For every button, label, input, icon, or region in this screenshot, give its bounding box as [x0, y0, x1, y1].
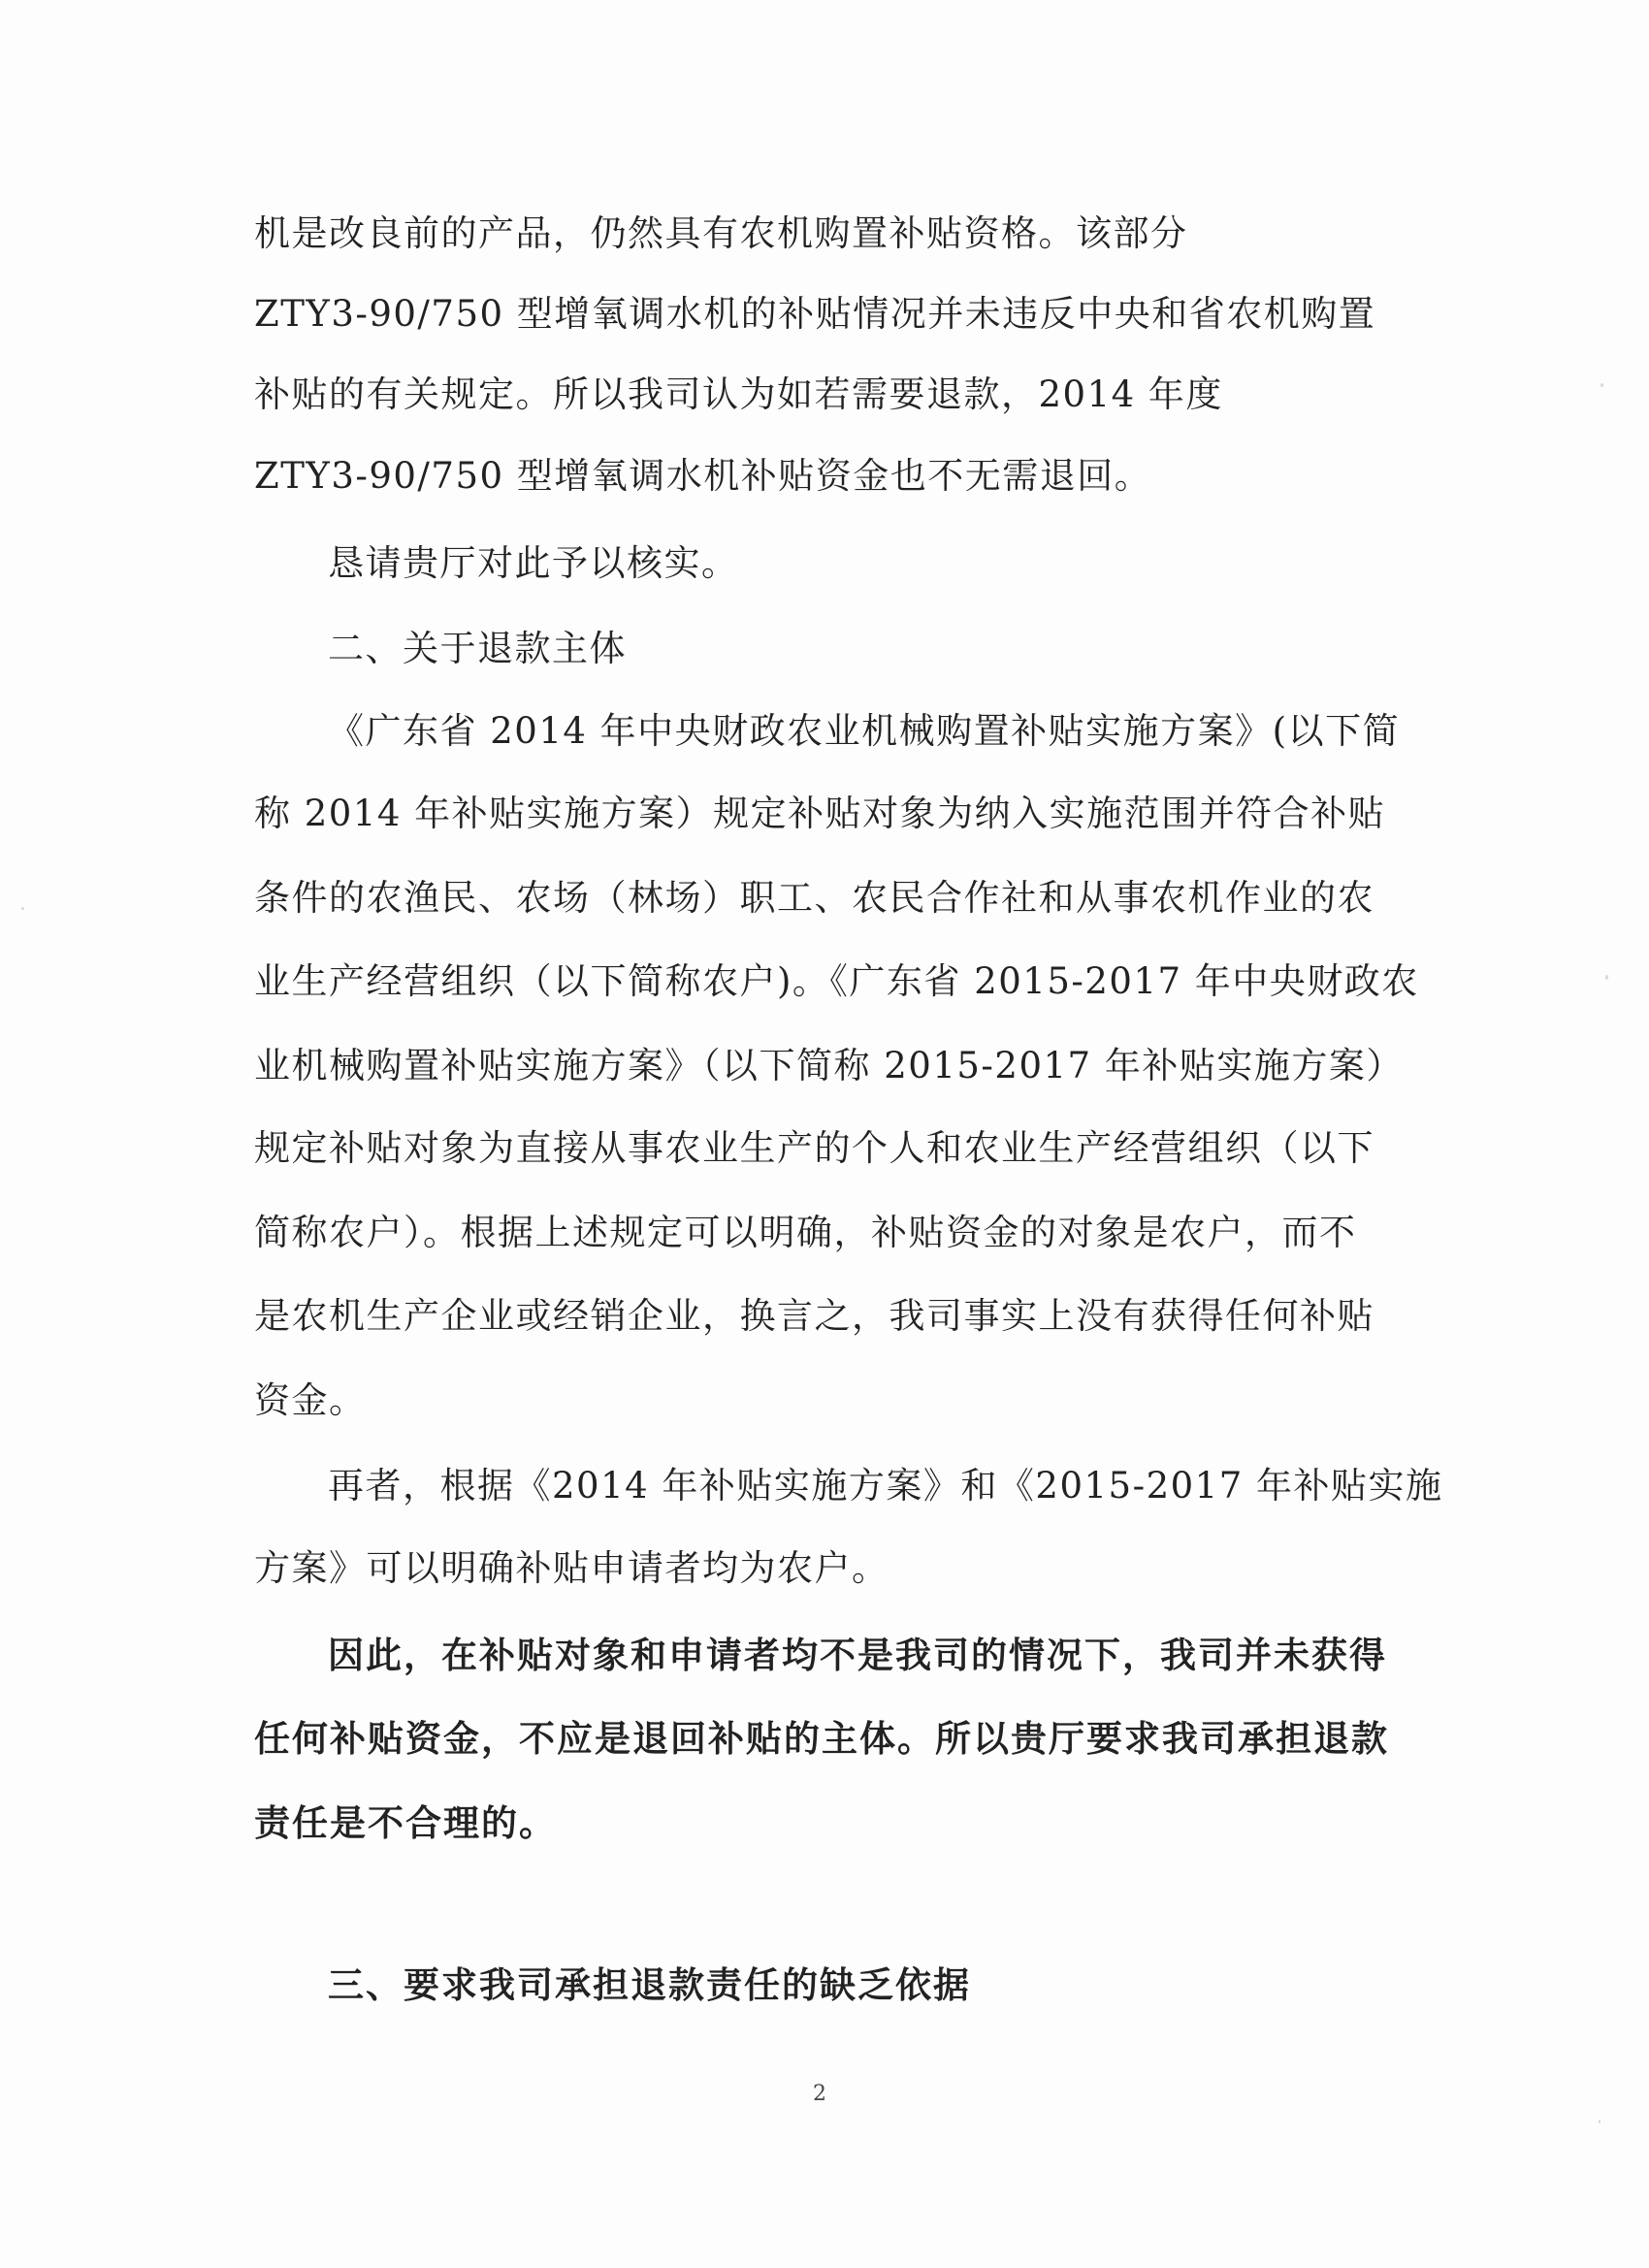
- paragraph-line: 《广东省 2014 年中央财政农业机械购置补贴实施方案》(以下简: [328, 710, 1401, 752]
- conclusion-line: 责任是不合理的。: [254, 1801, 557, 1844]
- section-heading-3: 三、要求我司承担退款责任的缺乏依据: [328, 1963, 971, 2006]
- paragraph-line: 简称农户）。根据上述规定可以明确，补贴资金的对象是农户，而不: [254, 1212, 1357, 1253]
- scan-speck: [1605, 975, 1608, 980]
- conclusion-line: 因此，在补贴对象和申请者均不是我司的情况下，我司并未获得: [328, 1634, 1387, 1676]
- paragraph-line: 资金。: [254, 1379, 367, 1421]
- paragraph-line: 补贴的有关规定。所以我司认为如若需要退款，2014 年度: [254, 373, 1223, 415]
- conclusion-line: 任何补贴资金，不应是退回补贴的主体。所以贵厅要求我司承担退款: [254, 1717, 1389, 1760]
- paragraph-line: 再者，根据《2014 年补贴实施方案》和《2015-2017 年补贴实施: [328, 1465, 1443, 1507]
- paragraph-line: ZTY3-90/750 型增氧调水机补贴资金也不无需退回。: [254, 455, 1152, 497]
- paragraph-line: 规定补贴对象为直接从事农业生产的个人和农业生产经营组织（以下: [254, 1127, 1374, 1169]
- paragraph-line: 恳请贵厅对此予以核实。: [328, 542, 739, 584]
- paragraph-line: 业生产经营组织（以下简称农户)。《广东省 2015-2017 年中央财政农: [254, 960, 1419, 1002]
- section-heading-2: 二、关于退款主体: [328, 628, 627, 669]
- paragraph-line: 机是改良前的产品，仍然具有农机购置补贴资格。该部分: [254, 212, 1188, 254]
- paragraph-line: ZTY3-90/750 型增氧调水机的补贴情况并未违反中央和省农机购置: [254, 293, 1376, 335]
- page-number: 2: [813, 2082, 826, 2106]
- paragraph-line: 是农机生产企业或经销企业，换言之，我司事实上没有获得任何补贴: [254, 1295, 1374, 1337]
- paragraph-line: 称 2014 年补贴实施方案）规定补贴对象为纳入实施范围并符合补贴: [254, 793, 1386, 834]
- paragraph-line: 业机械购置补贴实施方案》（以下简称 2015-2017 年补贴实施方案）: [254, 1045, 1404, 1086]
- scan-speck: [21, 907, 24, 910]
- scan-speck: [1600, 383, 1603, 387]
- paragraph-line: 条件的农渔民、农场（林场）职工、农民合作社和从事农机作业的农: [254, 877, 1374, 919]
- paragraph-line: 方案》可以明确补贴申请者均为农户。: [254, 1547, 889, 1589]
- scan-speck: [1599, 2120, 1600, 2123]
